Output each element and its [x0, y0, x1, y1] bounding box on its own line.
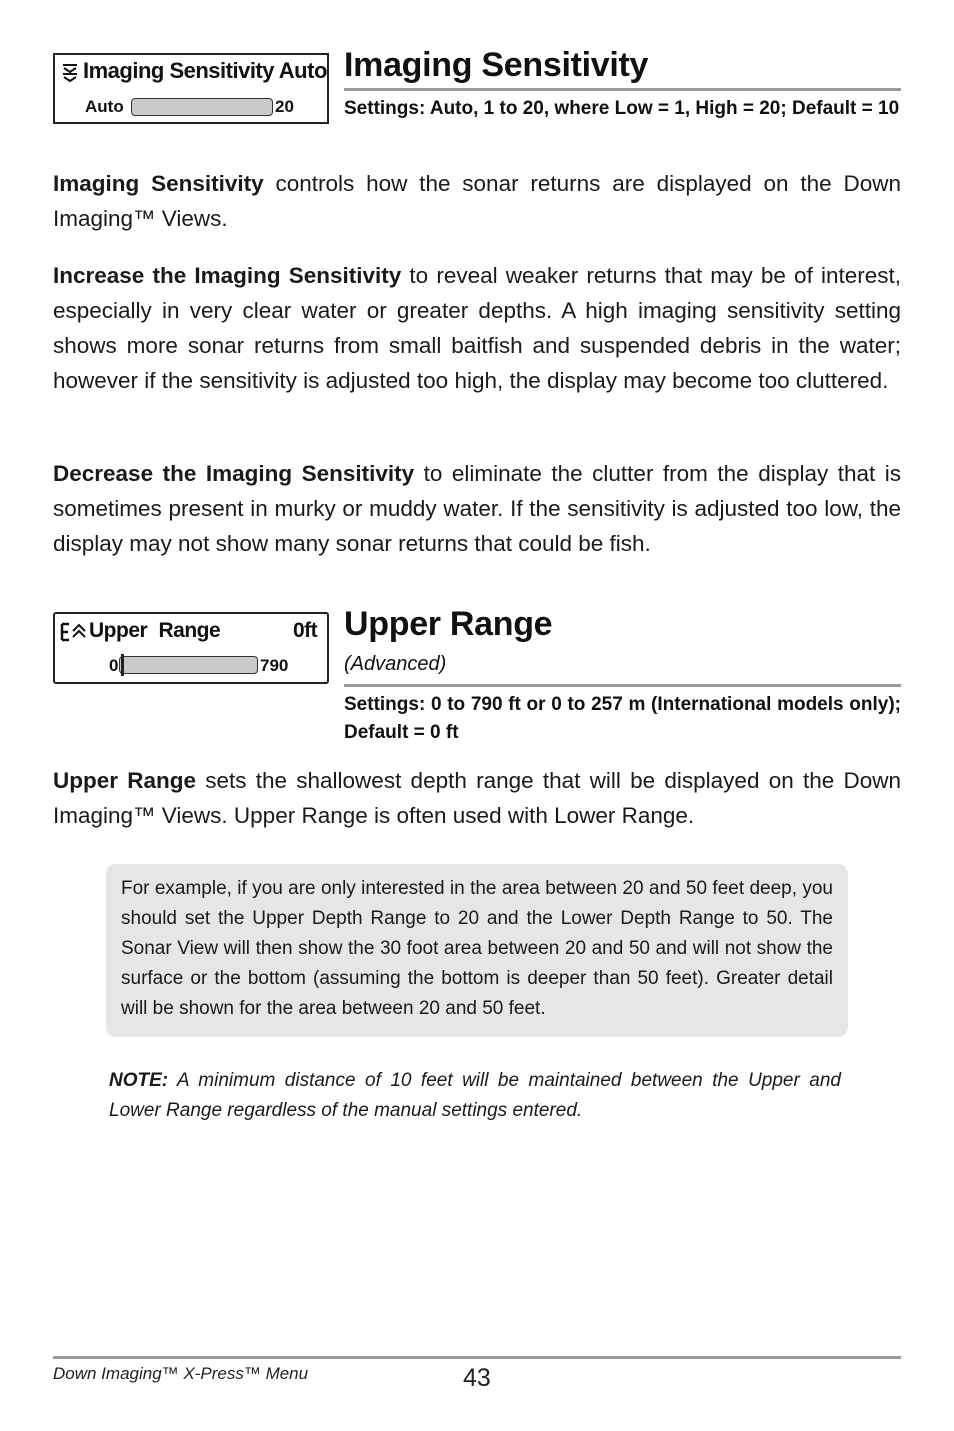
note-text: A minimum distance of 10 feet will be maintained between the Upper and Lower Range regardless of the manual settings entered. [109, 1070, 841, 1121]
advanced-subheading: (Advanced) [344, 653, 447, 675]
bold-term: Imaging Sensitivity [53, 171, 264, 196]
section-heading-upper-range: Upper Range [344, 605, 553, 643]
footer-title: Down Imaging™ X-Press™ Menu [53, 1364, 309, 1383]
upper-range-slider[interactable] [119, 656, 258, 674]
menu-title: Upper Range [89, 619, 221, 642]
section-heading-imaging-sensitivity: Imaging Sensitivity [344, 46, 649, 84]
upper-range-icon [60, 622, 88, 642]
settings-text: Settings: Auto, 1 to 20, where Low = 1, High = 20; Default = 10 [344, 98, 900, 119]
slider-min-label: Auto [85, 97, 124, 116]
example-text: For example, if you are only interested in the area between 20 and 50 feet deep, you should set the Upper Depth Range to 20 and the Lower Depth Range to 50. The Sonar View will then show the 30 foot area between 20 and 50 and will not show the surface or the bottom (assuming the bottom is deeper than 50 feet). Greater detail will be shown for the area between 20 and 50 feet. [121, 878, 833, 1019]
footer-rule [53, 1356, 901, 1359]
page-number: 43 [463, 1364, 491, 1392]
paragraph-increase [53, 258, 901, 398]
heading-rule [344, 88, 901, 91]
paragraph-intro [53, 166, 901, 236]
slider-max-label: 20 [275, 97, 294, 116]
settings-text: Settings: 0 to 790 ft or 0 to 257 m (International models only); Default = 0 ft [344, 694, 901, 743]
paragraph-text: controls how the sonar returns are displayed on the Down Imaging™ Views. [53, 171, 901, 231]
imaging-sensitivity-menu-widget [53, 53, 329, 124]
note [109, 1066, 841, 1126]
imaging-sensitivity-icon [61, 62, 79, 84]
sensitivity-slider[interactable] [131, 98, 273, 116]
paragraph-text: to reveal weaker returns that may be of interest, especially in very clear water or greater depths. A high imaging sensitivity setting shows more sonar returns from small baitfish and suspended debris in the water; however if the sensitivity is adjusted too high, the display may become too cluttered. [53, 263, 901, 393]
slider-thumb[interactable] [121, 654, 124, 676]
paragraph-decrease [53, 456, 901, 561]
slider-max-label: 790 [260, 656, 289, 675]
menu-title: Imaging Sensitivity Auto [83, 58, 327, 83]
bold-term: Decrease the Imaging Sensitivity [53, 461, 415, 486]
note-label: NOTE: [109, 1070, 169, 1091]
bold-term: Increase the Imaging Sensitivity [53, 263, 402, 288]
paragraph-text: sets the shallowest depth range that will be displayed on the Down Imaging™ Views. Upper Range is often used with Lower Range. [53, 768, 901, 828]
slider-min-label: 0 [109, 656, 119, 675]
paragraph-upper-range [53, 763, 901, 833]
upper-range-menu-widget [53, 612, 329, 684]
heading-rule [344, 684, 901, 687]
menu-value: 0ft [293, 619, 318, 642]
bold-term: Upper Range [53, 768, 197, 793]
paragraph-text: to eliminate the clutter from the display that is sometimes present in murky or muddy water. If the sensitivity is adjusted too low, the display may not show many sonar returns that could be fish. [53, 461, 901, 556]
